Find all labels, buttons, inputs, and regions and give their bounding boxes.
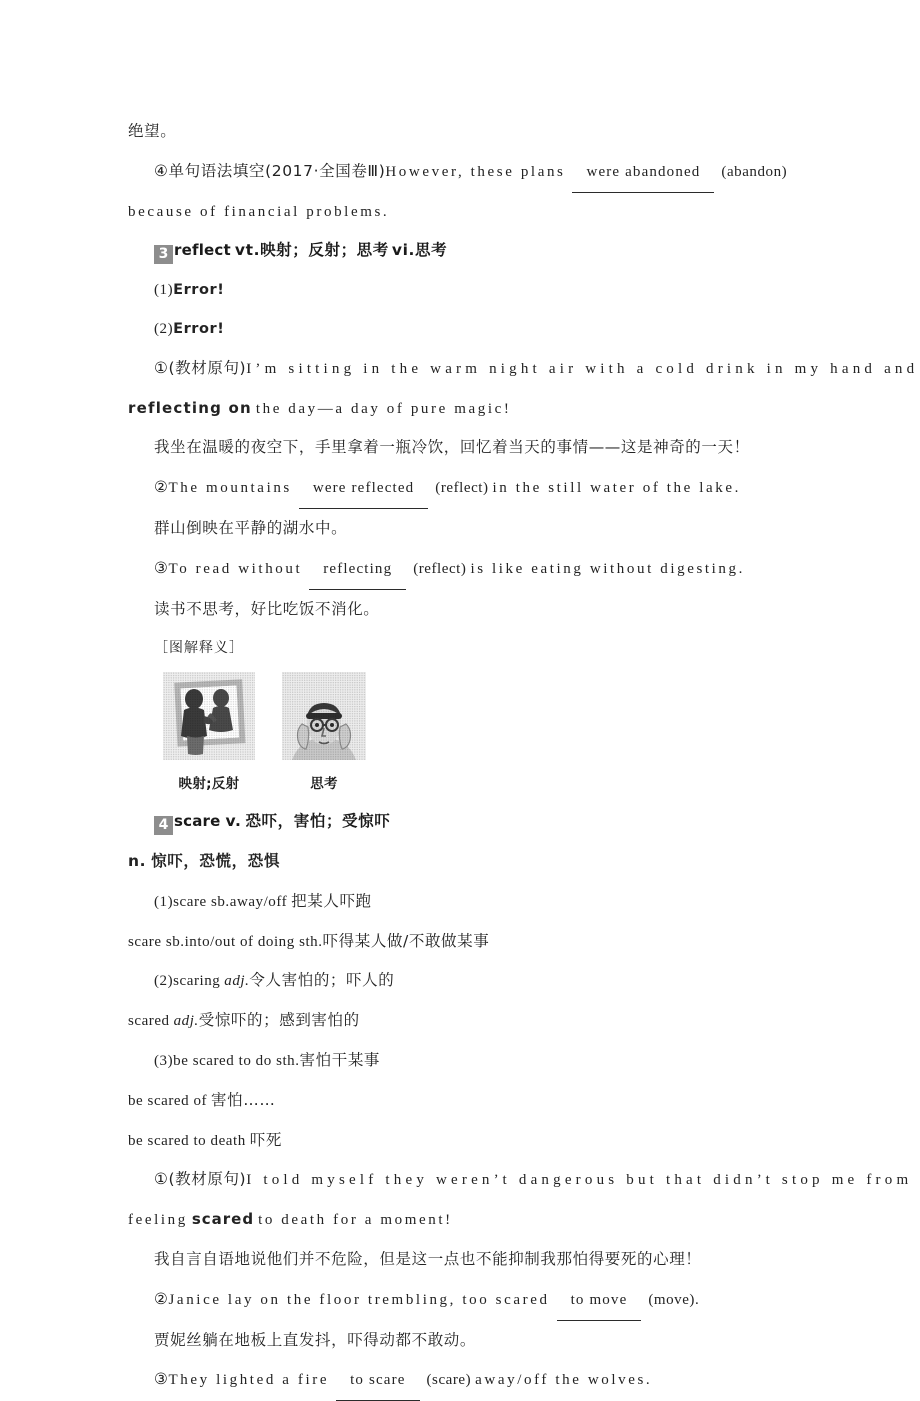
example-source: (教材原句) <box>168 358 247 377</box>
item-source: (2017·全国卷Ⅲ) <box>265 161 386 180</box>
item-marker: (2) <box>154 320 174 337</box>
grammar-fill-line <box>128 152 805 193</box>
entry-number-badge: 3 <box>154 245 173 264</box>
entry-meaning-v: 恐吓，害怕；受惊吓 <box>245 812 391 831</box>
example-english-after: in the still water of the lake. <box>492 480 741 497</box>
example-line <box>128 1360 805 1401</box>
usage-line <box>128 961 805 1001</box>
example-english-cont: to death for a moment! <box>258 1212 453 1229</box>
text-run: 绝望。 <box>128 122 177 140</box>
item-marker: (1) <box>154 893 174 910</box>
entry-meaning-vt: 映射；反射；思考 <box>260 241 389 260</box>
entry-item <box>128 310 805 349</box>
usage-english: scare sb.into/out of doing sth. <box>128 933 323 950</box>
item-marker: (1) <box>154 282 174 299</box>
usage-pos: adj. <box>173 1013 199 1030</box>
text-run: 贾妮丝躺在地板上直发抖，吓得动都不敢动。 <box>154 1330 477 1349</box>
example-line <box>128 1160 913 1200</box>
answer-text: to move <box>570 1291 628 1308</box>
example-english-cont: the day—a day of pure magic! <box>255 400 512 417</box>
example-english-before: To read without <box>168 560 303 577</box>
entry-number-badge: 4 <box>154 816 173 835</box>
item-text: Error! <box>173 282 225 299</box>
usage-chinese: 吓死 <box>249 1130 282 1149</box>
example-line <box>128 349 919 389</box>
answer-blank[interactable] <box>572 153 714 193</box>
figure-caption: 思考 <box>310 776 338 793</box>
example-english-lead: feeling <box>128 1212 188 1229</box>
item-marker: ② <box>154 1289 169 1308</box>
example-line-cont <box>128 1200 805 1240</box>
example-translation <box>128 590 805 630</box>
figure-mirror <box>163 672 255 792</box>
entry-word: scare <box>174 812 221 831</box>
sentence-before: However, these plans <box>385 163 566 180</box>
word-cue: (move). <box>648 1291 700 1308</box>
item-marker: (3) <box>154 1052 174 1069</box>
item-marker: (2) <box>154 973 174 990</box>
answer-blank[interactable] <box>299 469 428 509</box>
usage-chinese: 吓得某人做/不敢做某事 <box>322 931 490 950</box>
usage-line <box>128 1081 805 1121</box>
answer-blank[interactable] <box>336 1361 419 1401</box>
example-keyword: scared <box>191 1210 255 1229</box>
item-label: 单句语法填空 <box>168 161 266 180</box>
grammar-fill-continuation <box>128 193 805 232</box>
text-run: because of financial problems. <box>128 203 390 220</box>
example-english-before: They lighted a fire <box>168 1372 330 1389</box>
figure-section-label: ［图解释义］ <box>154 640 244 657</box>
example-english-after: is like eating without digesting. <box>470 560 745 577</box>
entry-word: reflect <box>174 241 231 260</box>
usage-chinese: 把某人吓跑 <box>291 891 372 910</box>
example-translation <box>128 1240 805 1280</box>
paragraph-line <box>128 112 805 152</box>
answer-text: reflecting <box>323 560 393 577</box>
usage-line <box>128 922 805 962</box>
answer-text: to scare <box>350 1372 406 1389</box>
thinking-person-photo <box>282 672 366 760</box>
example-english-before: The mountains <box>168 480 292 497</box>
answer-text: were reflected <box>312 480 415 497</box>
usage-chinese: 令人害怕的；吓人的 <box>249 971 395 990</box>
entry-meaning-vi: 思考 <box>415 241 448 260</box>
answer-blank[interactable] <box>557 1281 642 1321</box>
entry-pos-vt: vt. <box>234 241 261 260</box>
usage-line <box>128 882 805 922</box>
entry-noun-line <box>128 842 805 882</box>
item-marker: ③ <box>154 1370 169 1389</box>
usage-english: scare sb.away/off <box>173 893 288 910</box>
example-source: (教材原句) <box>168 1170 247 1189</box>
usage-english: be scared of <box>128 1092 208 1109</box>
usage-line <box>128 1041 805 1081</box>
word-cue: (abandon) <box>721 163 788 180</box>
entry-pos-v: v. <box>225 812 242 831</box>
item-text: Error! <box>173 320 225 337</box>
item-marker: ① <box>154 358 169 377</box>
thinking-person-illustration <box>282 672 366 760</box>
text-run: 读书不思考，好比吃饭不消化。 <box>154 599 380 618</box>
example-translation <box>128 428 805 468</box>
usage-english: be scared to death <box>128 1132 246 1149</box>
word-cue: (scare) <box>426 1372 472 1389</box>
figure-row <box>128 672 805 792</box>
figure-thinking <box>276 672 368 792</box>
entry-item <box>128 271 805 310</box>
example-translation <box>128 1321 805 1361</box>
example-english-after: away/off the wolves. <box>475 1372 653 1389</box>
usage-english: scaring <box>173 973 221 990</box>
usage-chinese: 害怕干某事 <box>299 1050 381 1069</box>
entry-heading-scare <box>128 802 805 842</box>
text-run: 我坐在温暖的夜空下，手里拿着一瓶冷饮，回忆着当天的事情——这是神奇的一天！ <box>154 438 750 457</box>
mirror-reflection-photo <box>163 672 255 760</box>
usage-line <box>128 1121 805 1161</box>
example-english: I’m sitting in the warm night air with a cold drink in my hand and <box>246 360 919 377</box>
entry-heading-reflect <box>128 231 805 271</box>
item-marker: ① <box>154 1170 169 1189</box>
example-line-cont <box>128 389 805 429</box>
answer-text: were abandoned <box>586 163 701 180</box>
figure-caption: 映射;反射 <box>178 776 240 793</box>
usage-english: be scared to do sth. <box>173 1052 300 1069</box>
usage-chinese: 受惊吓的；感到害怕的 <box>198 1011 360 1030</box>
mirror-reflection-illustration <box>163 672 255 760</box>
word-cue: (reflect) <box>413 560 467 577</box>
text-run: 群山倒映在平静的湖水中。 <box>154 518 348 537</box>
text-run: 我自言自语地说他们并不危险，但是这一点也不能抑制我那怕得要死的心理！ <box>154 1249 702 1268</box>
usage-english: scared <box>128 1013 170 1030</box>
item-marker: ③ <box>154 558 169 577</box>
answer-blank[interactable] <box>309 550 406 590</box>
example-line <box>128 468 805 509</box>
item-marker: ② <box>154 478 169 497</box>
item-marker: ④ <box>154 161 169 180</box>
example-line <box>128 1280 805 1321</box>
usage-line <box>128 1001 805 1041</box>
example-translation <box>128 509 805 549</box>
entry-pos-vi: vi. <box>391 241 415 260</box>
usage-pos: adj. <box>224 973 250 990</box>
example-english: I told myself they weren’t dangerous but that didn’t stop me from <box>246 1172 913 1189</box>
entry-meaning-n: 惊吓，恐慌，恐惧 <box>151 851 280 870</box>
entry-pos-n: n. <box>128 851 147 870</box>
word-cue: (reflect) <box>435 480 489 497</box>
example-keyword: reflecting on <box>128 398 252 417</box>
example-line <box>128 549 805 590</box>
usage-chinese: 害怕…… <box>211 1090 276 1109</box>
example-english-before: Janice lay on the floor trembling, too scared <box>168 1291 550 1308</box>
